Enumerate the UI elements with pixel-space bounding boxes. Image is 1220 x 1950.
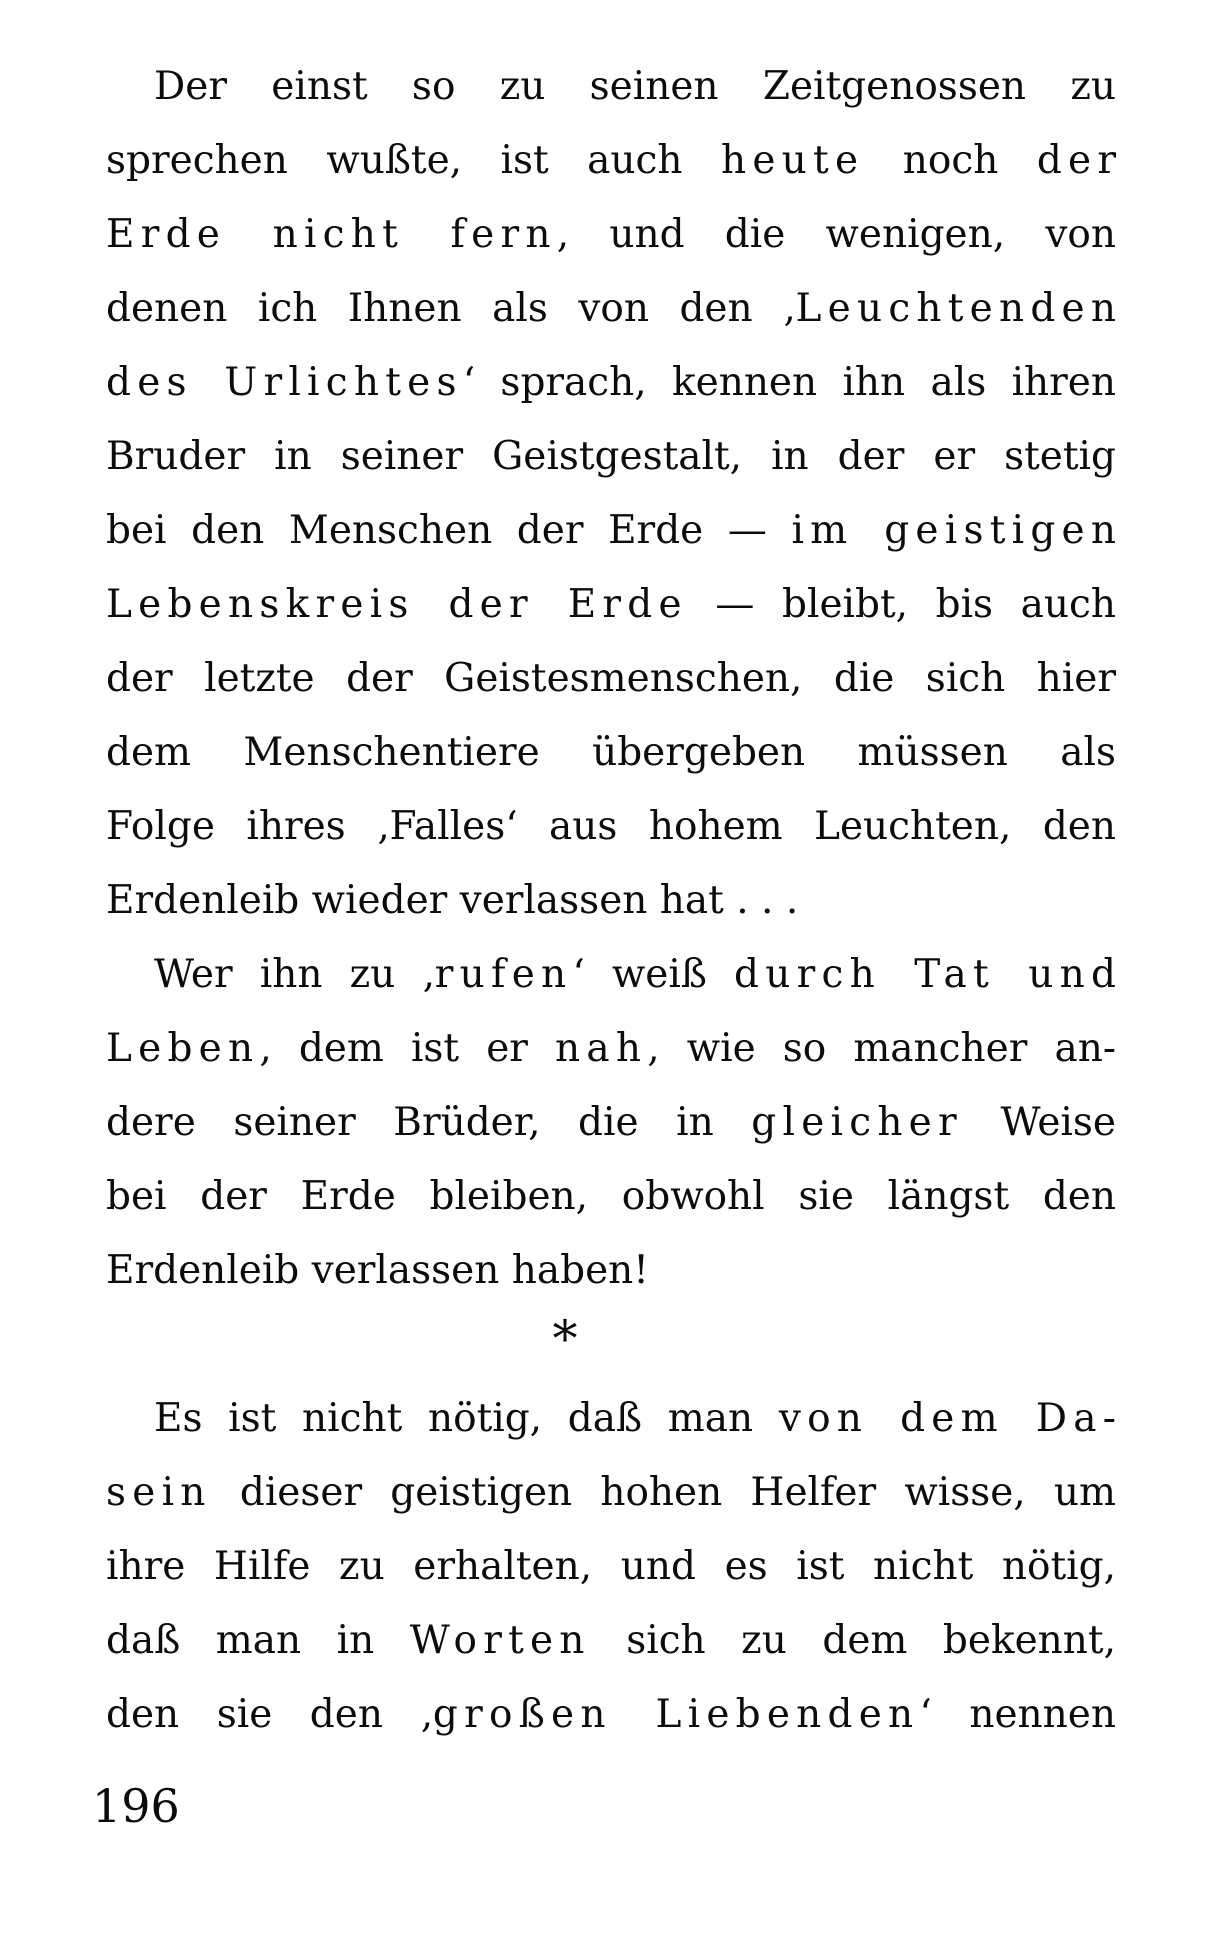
text-line xyxy=(106,1604,1116,1678)
spaced-text-segment: Erde nicht fern xyxy=(106,212,557,257)
text-segment: daß man in xyxy=(106,1618,410,1663)
text-segment: dem Menschentiere übergeben müssen als xyxy=(106,730,1116,775)
spaced-text-segment: Lebenskreis der Erde xyxy=(106,582,688,627)
spaced-text-segment: großen Liebenden xyxy=(432,1692,920,1737)
text-line xyxy=(106,494,1123,568)
text-line xyxy=(106,1086,1116,1160)
spaced-text-segment: im geistigen xyxy=(791,508,1123,553)
text-segment: dere seiner Brüder, die in xyxy=(106,1100,752,1145)
text-line xyxy=(106,938,1123,1012)
text-segment: dieser geistigen hohen Helfer wisse, um xyxy=(211,1470,1116,1515)
text-line xyxy=(106,1234,1116,1308)
text-line xyxy=(106,1678,1116,1752)
text-segment: Bruder in seiner Geistgestalt, in der er stetig xyxy=(106,434,1116,479)
text-segment: sich zu dem bekennt, xyxy=(590,1618,1116,1663)
text-line xyxy=(106,1382,1123,1456)
text-segment: den sie den ‚ xyxy=(106,1692,433,1737)
page-number: 196 xyxy=(92,1779,180,1833)
spaced-text-segment: des Urlichtes xyxy=(106,360,463,405)
text-segment: Weise xyxy=(962,1100,1116,1145)
text-segment: — bleibt, bis auch xyxy=(687,582,1116,627)
text-line xyxy=(106,198,1116,272)
spaced-text-segment: Leben xyxy=(106,1026,260,1071)
text-segment: , dem ist er xyxy=(259,1026,556,1071)
text-segment: Erdenleib verlassen haben! xyxy=(106,1248,649,1293)
text-segment: Es ist nicht nötig, daß man xyxy=(154,1396,779,1441)
spaced-text-segment: heute xyxy=(721,138,865,183)
spaced-text-segment: durch Tat und xyxy=(734,952,1123,997)
text-line xyxy=(106,642,1116,716)
text-segment: ‘ weiß xyxy=(572,952,735,997)
text-line xyxy=(106,124,1123,198)
text-segment: denen ich Ihnen als von den ‚ xyxy=(106,286,796,331)
text-segment: , und die wenigen, von xyxy=(556,212,1116,257)
spaced-text-segment: der xyxy=(1036,138,1123,183)
text-line xyxy=(106,1456,1116,1530)
text-segment: sprechen wußte, ist auch xyxy=(106,138,721,183)
text-segment: Folge ihres ‚Falles‘ aus hohem Leuchten, den xyxy=(106,804,1116,849)
text-segment: der letzte der Geistesmenschen, die sich hier xyxy=(106,656,1116,701)
spaced-text-segment: gleicher xyxy=(751,1100,963,1145)
text-segment: bei der Erde bleiben, obwohl sie längst den xyxy=(106,1174,1116,1219)
text-segment: ‘ sprach, kennen ihn als ihren xyxy=(462,360,1117,405)
text-segment: , wie so mancher an- xyxy=(647,1026,1116,1071)
text-segment: bei den Menschen der Erde — xyxy=(106,508,792,553)
page-text-block xyxy=(106,50,1123,1752)
text-segment: ‘ nennen xyxy=(919,1692,1116,1737)
section-divider-asterisk: * xyxy=(552,1310,578,1368)
text-line xyxy=(106,272,1123,346)
spaced-text-segment: von dem Da- xyxy=(778,1396,1123,1441)
text-segment: noch xyxy=(864,138,1037,183)
text-line xyxy=(106,1530,1116,1604)
text-line xyxy=(106,864,1116,938)
text-segment: ihre Hilfe zu erhalten, und es ist nicht nötig, xyxy=(106,1544,1116,1589)
spaced-text-segment: nah xyxy=(555,1026,648,1071)
spaced-text-segment: rufen xyxy=(434,952,573,997)
section-divider-row xyxy=(60,1308,1070,1382)
text-line xyxy=(106,568,1116,642)
text-line xyxy=(106,716,1116,790)
spaced-text-segment: Leuchtenden xyxy=(795,286,1123,331)
text-line xyxy=(106,50,1116,124)
spaced-text-segment: sein xyxy=(106,1470,212,1515)
spaced-text-segment: Worten xyxy=(409,1618,591,1663)
text-line xyxy=(106,1012,1116,1086)
text-line xyxy=(106,790,1116,864)
text-line xyxy=(106,420,1116,494)
text-line xyxy=(106,1160,1116,1234)
text-segment: Wer ihn zu ‚ xyxy=(154,952,435,997)
text-segment: Erdenleib wieder verlassen hat . . . xyxy=(106,878,799,923)
text-segment: Der einst so zu seinen Zeitgenossen zu xyxy=(154,64,1116,109)
text-line xyxy=(106,346,1116,420)
